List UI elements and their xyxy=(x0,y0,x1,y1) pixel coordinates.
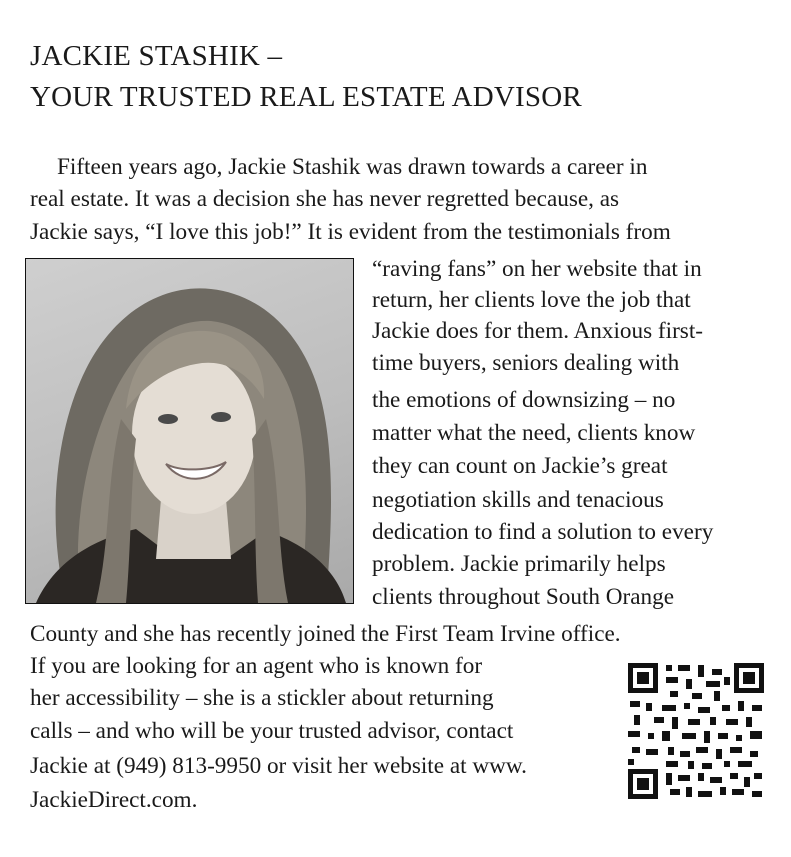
body-line-3: Jackie says, “I love this job!” It is evident from the testimonials from xyxy=(30,219,671,245)
body-line-10: they can count on Jackie’s great xyxy=(372,453,668,479)
body-line-18: calls – and who will be your trusted advisor, contact xyxy=(30,718,514,744)
body-line-14: clients throughout South Orange xyxy=(372,584,675,610)
body-line-7: time buyers, seniors dealing with xyxy=(372,350,680,376)
portrait-photo xyxy=(25,258,354,604)
title-line-2: YOUR TRUSTED REAL ESTATE ADVISOR xyxy=(30,81,582,113)
body-line-8: the emotions of downsizing – no xyxy=(372,387,676,413)
body-line-4: “raving fans” on her website that in xyxy=(372,256,702,282)
qr-code-graphic xyxy=(626,661,766,801)
body-line-19: Jackie at (949) 813-9950 or visit her website at www. xyxy=(30,753,527,779)
body-line-12: dedication to find a solution to every xyxy=(372,519,714,545)
body-line-16: If you are looking for an agent who is known for xyxy=(30,653,483,679)
body-line-15: County and she has recently joined the First Team Irvine office. xyxy=(30,621,621,647)
body-line-11: negotiation skills and tenacious xyxy=(372,487,664,513)
body-line-9: matter what the need, clients know xyxy=(372,420,696,446)
title-line-1: JACKIE STASHIK – xyxy=(30,40,283,72)
qr-code[interactable] xyxy=(626,661,766,801)
body-line-6: Jackie does for them. Anxious first- xyxy=(372,318,703,344)
body-line-1: Fifteen years ago, Jackie Stashik was drawn towards a career in xyxy=(57,154,648,180)
portrait-illustration xyxy=(26,259,353,603)
body-line-20: JackieDirect.com. xyxy=(30,787,198,813)
article-title xyxy=(30,36,582,118)
body-line-17: her accessibility – she is a stickler about returning xyxy=(30,685,494,711)
body-line-2: real estate. It was a decision she has never regretted because, as xyxy=(30,186,620,212)
body-line-13: problem. Jackie primarily helps xyxy=(372,551,666,577)
body-line-5: return, her clients love the job that xyxy=(372,287,691,313)
